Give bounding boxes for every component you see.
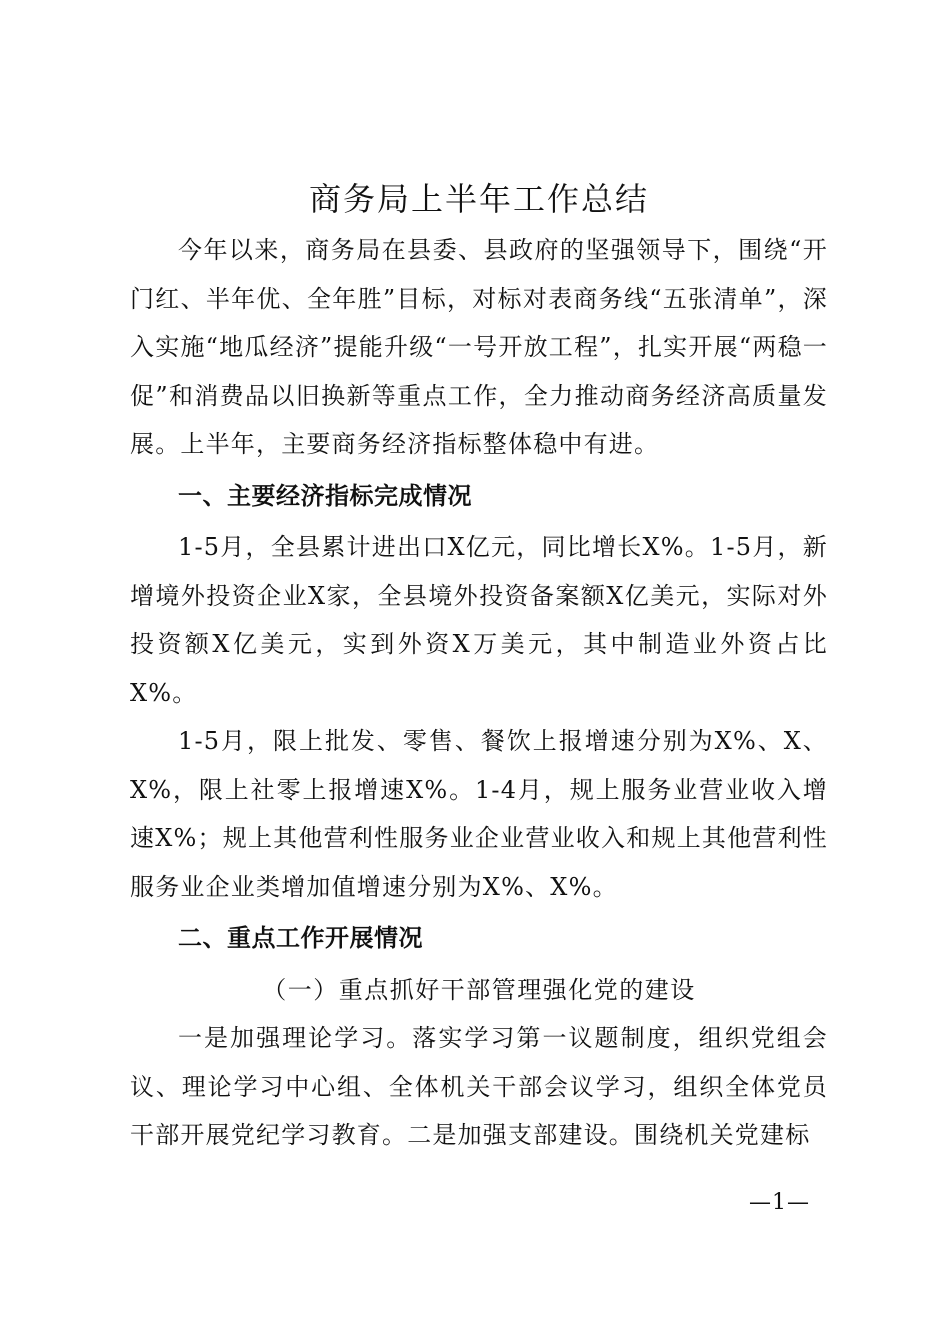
section-2-subheading: （一）重点抓好干部管理强化党的建设 (262, 975, 696, 1004)
intro-paragraph: 今年以来，商务局在县委、县政府的坚强领导下，围绕“开门红、半年优、全年胜”目标，对标对表商务线“五张清单”，深入实施“地瓜经济”提能升级“一号开放工程”，扎实开展“两稳一促”和消费品以旧换新等重点工作，全力推动商务经济高质量发展。上半年，主要商务经济指标整体稳中有进。 (130, 236, 828, 458)
section-2-paragraph: 一是加强理论学习。落实学习第一议题制度，组织党组会议、理论学习中心组、全体机关干部会议学习，组织全体党员干部开展党纪学习教育。二是加强支部建设。围绕机关党建标 (130, 1024, 828, 1149)
document-title: 商务局上半年工作总结 (308, 180, 649, 218)
section-1-heading: 一、主要经济指标完成情况 (178, 481, 472, 510)
page-number: —1— (749, 1190, 810, 1215)
section-1-paragraph-1: 1-5月，全县累计进出口X亿元，同比增长X%。1-5月，新增境外投资企业X家，全县境外投资备案额X亿美元，实际对外投资额X亿美元，实到外资X万美元，其中制造业外资占比X%。 (130, 533, 828, 707)
document-body (130, 226, 828, 1160)
section-1-paragraph-2: 1-5月，限上批发、零售、餐饮上报增速分别为X%、X、X%，限上社零上报增速X%。1-4月，规上服务业营业收入增速X%；规上其他营利性服务业企业营业收入和规上其他营利性服务业企业类增加值增速分别为X%、X%。 (130, 727, 828, 901)
section-2-heading: 二、重点工作开展情况 (178, 924, 423, 952)
document-page (130, 0, 828, 1344)
